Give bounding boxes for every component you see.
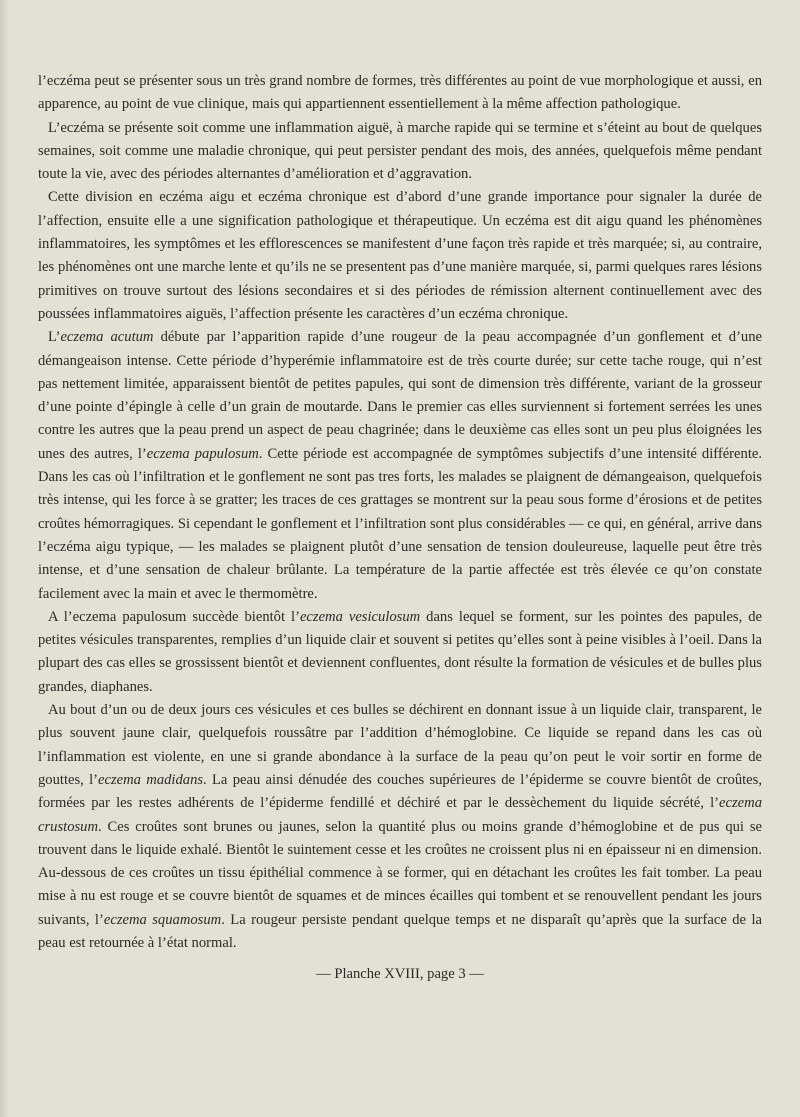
italic-term: eczema squamosum (103, 911, 222, 928)
text-run: débute par l’apparition rapide d’une rougeur de la peau accompagnée d’un gonflement et d’une démangeaison intense. Cette période d’hyperémie inflammatoire est de très courte durée; sur cette tache rouge, qui n’est pas nettement limitée, apparaissent bientôt de petites papules, qui sont de dimension très différente, variant de la grosseur d’une pointe d’épingle à celle d’un grain de moutarde. Dans le premier cas elles surviennent si fortement serrées les unes contre les autres que la peau prend un aspect de peau chagrinée; dans le deuxième cas elles sont un peu plus éloignées les unes des autres, l’ (38, 329, 763, 462)
text-run: L’ (48, 329, 61, 346)
text-run: . Ces croûtes sont brunes ou jaunes, selon la quantité plus ou moins grande d’hémoglobine et de pus qui se trouvent dans le liquide exhalé. Bientôt le suintement cesse et les croûtes ne croissent plus ni en épaisseur ni en dimension. Au-dessous de ces croûtes un tissu épithélial commence à se former, qui en détachant les croûtes les fait tomber. La peau mise à nu est rouge et se couvre bientôt de squames et de minces écailles qui tombent et se renouvellent pendant les jours suivants, l’ (38, 818, 762, 928)
paragraph (38, 326, 762, 606)
text-run: Cette division en eczéma aigu et eczéma chronique est d’abord d’une grande importance pour signaler la durée de l’affection, ensuite elle a une signification pathologique et thérapeutique. Un eczéma est dit aigu quand les phénomènes inflammatoires, les symptômes et les efflorescences se manifestent d’une façon très rapide et très marquée; si, au contraire, les phénomènes ont une marche lente et qu’ils ne se presentent pas d’une manière marquée, si, parmi quelques rares lésions primitives on trouve surtout des lésions secondaires et si des périodes de rémission alternent continuellement avec des poussées inflammatoires aiguës, l’affection présente les caractères d’un eczéma chronique. (38, 189, 762, 322)
text-run: Au bout d’un ou de deux jours ces vésicules et ces bulles se déchirent en donnant issue à un liquide clair, transparent, le plus souvent jaune clair, quelquefois roussâtre par l’addition d’hémoglobine. Ce liquide se repand dans les cas où l’inflammation est violente, en une si grande abondance à la surface de la peau qu’on peut le voir sortir en forme de gouttes, l’ (38, 702, 762, 788)
page-edge (0, 0, 8, 1117)
text-run: . La peau ainsi dénudée des couches supérieures de l’épiderme se couvre bientôt de croûtes, formées par les restes adhérents de l’épiderme fendillé et déchiré et par le dessèchement du liquide sécrété, l’ (38, 771, 762, 812)
text-run: dans lequel se forment, sur les pointes des papules, de petites vésicules transparentes, remplies d’un liquide clair et souvent si petites qu’elles sont à peine visibles à l’oeil. Dans la plupart des cas elles se grossissent bientôt et deviennent confluentes, dont résulte la formation de vésicules et de bulles plus grandes, diaphanes. (38, 608, 762, 695)
italic-term: eczema papulosum (146, 445, 259, 462)
paragraph (38, 117, 762, 187)
paragraph (38, 186, 762, 326)
page-body (38, 70, 762, 955)
paragraph (38, 699, 762, 955)
paragraph (38, 606, 762, 699)
italic-term: eczema vesiculosum (299, 608, 421, 625)
italic-term: eczema acutum (60, 329, 154, 346)
text-run: L’eczéma se présente soit comme une inflammation aiguë, à marche rapide qui se termine et s’éteint au bout de quelques semaines, soit comme une maladie chronique, qui peut persister pendant des mois, des années, quelquefois même pendant toute la vie, avec des périodes alternantes d’amélioration et d’aggravation. (38, 119, 762, 183)
paragraph (38, 70, 762, 117)
italic-term: eczema madidans (98, 771, 204, 788)
text-run: l’eczéma peut se présenter sous un très grand nombre de formes, très différentes au point de vue morphologique et aussi, en apparence, au point de vue clinique, mais qui appartiennent essentiellement à la même affection pathologique. (38, 73, 762, 113)
text-run: A l’eczema papulosum succède bientôt l’ (48, 608, 300, 625)
italic-term: eczema crustosum (38, 795, 762, 835)
page-footer: — Planche XVIII, page 3 — (316, 966, 484, 982)
text-run: . La rougeur persiste pendant quelque temps et ne disparaît qu’après que la surface de la peau est retournée à l’état normal. (38, 911, 762, 951)
text-run: . Cette période est accompagnée de symptômes subjectifs d’une intensité différente. Dans les cas où l’infiltration et le gonflement ne sont pas tres forts, les malades se plaignent de démangeaison, quelquefois très intense, qui les force à se gratter; les traces de ces grattages se montrent sur la peau sous forme d’érosions et de petites croûtes hémorragiques. Si cependant le gonflement et l’infiltration sont plus considérables — ce qui, en général, arrive dans l’eczéma aigu typique, — les malades se plaignent plutôt d’une sensation de tension douleureuse, laquelle peut être très intense, et d’une sensation de chaleur brûlante. La température de la partie affectée est très élevée ce qu’on constate facilement avec la main et avec le thermomètre. (38, 445, 762, 602)
